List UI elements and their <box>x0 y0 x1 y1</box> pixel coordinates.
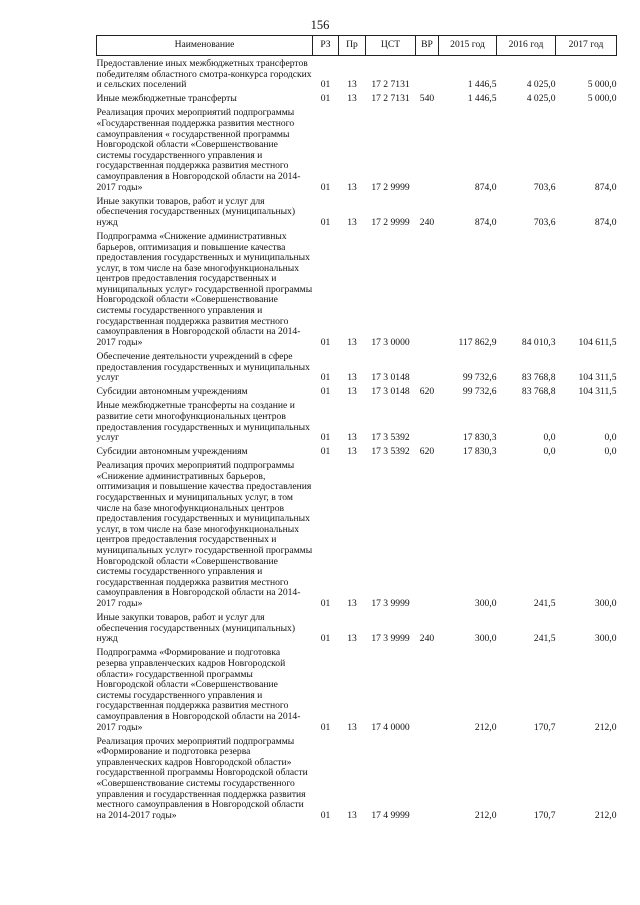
budget-table <box>96 35 617 823</box>
header-pr: Пр <box>339 36 366 56</box>
row-name: Иные межбюджетные трансферты на создание и развитие сети многофункциональных центров предоставления государственных и муниципальных услуг <box>96 400 310 444</box>
row-2016: 83 768,8 <box>521 386 556 398</box>
row-cst: 17 3 9999 <box>371 633 410 645</box>
row-2017: 104 311,5 <box>578 372 617 384</box>
row-cst: 17 2 9999 <box>371 216 410 228</box>
row-2015: 874,0 <box>474 181 497 193</box>
row-rz: 01 <box>320 372 331 384</box>
row-vr: 240 <box>419 216 435 228</box>
header-row <box>97 36 617 56</box>
row-pr: 13 <box>347 181 357 193</box>
row-name: Иные межбюджетные трансферты <box>96 93 237 105</box>
row-name: Субсидии автономным учреждениям <box>96 446 248 458</box>
row-pr: 13 <box>347 386 357 398</box>
row-2015: 99 732,6 <box>462 372 497 384</box>
row-2015: 1 446,5 <box>467 79 497 91</box>
row-2017: 0,0 <box>604 432 617 444</box>
row-2016: 170,7 <box>533 809 556 821</box>
table-row <box>97 230 617 350</box>
row-2017: 874,0 <box>594 216 617 228</box>
row-2015: 1 446,5 <box>467 93 497 105</box>
row-2017: 212,0 <box>594 809 617 821</box>
row-vr: 620 <box>419 386 435 398</box>
row-vr <box>416 647 439 735</box>
row-name: Субсидии автономным учреждениям <box>96 386 248 398</box>
table-row <box>97 647 617 735</box>
row-pr: 13 <box>347 336 357 348</box>
table-row <box>97 400 617 446</box>
header-2016: 2016 год <box>497 36 556 56</box>
row-name: Реализация прочих мероприятий подпрограммы «Снижение административных барьеров, оптимизация и повышение качества предоставления государственных и муниципальных услуг, в том числе на базе многофункциональных центров предоставления государственных и муниципальных услуг, в том числе на базе многофункциональных центров предоставления государственных и муниципальных услуг» государственной программы Новгородской области «Совершенствование системы государственного управления и государственная поддержка развития местного самоуправления в Новгородской области на 2014-2017 годы» <box>96 460 313 609</box>
table-row <box>97 195 617 230</box>
row-2016: 0,0 <box>543 446 556 458</box>
row-vr: 540 <box>419 93 435 105</box>
row-name: Подпрограмма «Формирование и подготовка резерва управленческих кадров Новгородской области» государственной программы Новгородской области «Совершенствование системы государственного управления и государственная поддержка развития местного самоуправления в Новгородской области на 2014-2017 годы» <box>96 647 301 733</box>
row-2015: 212,0 <box>474 721 497 733</box>
row-name: Реализация прочих мероприятий подпрограммы «Государственная поддержка развития местного самоуправления « государственной программы Новгородской области «Совершенствование системы государственного управления и государственная поддержка развития местного самоуправления в Новгородской области на 2014-2017 годы» <box>96 107 301 193</box>
row-name: Реализация прочих мероприятий подпрограммы «Формирование и подготовка резерва управленческих кадров Новгородской области» государственной программы Новгородской области «Совершенствование системы государственного управления и государственная поддержка развития местного самоуправления в Новгородской области на 2014-2017 годы» <box>96 735 308 821</box>
row-vr <box>416 350 439 385</box>
row-2017: 0,0 <box>604 446 617 458</box>
row-cst: 17 4 0000 <box>371 721 410 733</box>
row-pr: 13 <box>347 633 357 645</box>
row-pr: 13 <box>347 721 357 733</box>
row-pr: 13 <box>347 446 357 458</box>
table-row <box>97 350 617 385</box>
row-vr <box>416 735 439 823</box>
row-cst: 17 3 0000 <box>371 336 410 348</box>
row-rz: 01 <box>320 809 331 821</box>
row-rz: 01 <box>320 79 331 91</box>
row-2016: 241,5 <box>533 633 556 645</box>
row-2015: 874,0 <box>474 216 497 228</box>
row-2017: 212,0 <box>594 721 617 733</box>
row-cst: 17 3 0148 <box>371 386 410 398</box>
row-rz: 01 <box>320 721 331 733</box>
row-2015: 17 830,3 <box>462 432 497 444</box>
row-vr <box>416 400 439 446</box>
table-body <box>97 56 617 824</box>
row-2015: 300,0 <box>474 598 497 609</box>
row-pr: 13 <box>347 598 357 609</box>
row-2016: 4 025,0 <box>526 93 556 105</box>
row-name: Предоставление иных межбюджетных трансфертов победителям областного смотра-конкурса городских и сельских поселений <box>96 58 312 91</box>
row-2016: 241,5 <box>533 598 556 609</box>
row-rz: 01 <box>320 386 331 398</box>
row-pr: 13 <box>347 93 357 105</box>
table-row <box>97 460 617 612</box>
row-vr: 620 <box>419 446 435 458</box>
row-rz: 01 <box>320 633 331 645</box>
row-2017: 300,0 <box>594 633 617 645</box>
row-cst: 17 2 9999 <box>371 181 410 193</box>
row-rz: 01 <box>320 446 331 458</box>
table-row <box>97 93 617 107</box>
row-2017: 300,0 <box>594 598 617 609</box>
row-2017: 5 000,0 <box>587 79 617 91</box>
row-2017: 874,0 <box>594 181 617 193</box>
table-row <box>97 56 617 93</box>
header-rz: РЗ <box>313 36 339 56</box>
table-row <box>97 446 617 460</box>
row-name: Обеспечение деятельности учреждений в сфере предоставления государственных и муниципальных услуг <box>96 350 310 384</box>
table-row <box>97 107 617 195</box>
row-vr <box>416 460 439 612</box>
row-vr <box>416 107 439 195</box>
row-2017: 5 000,0 <box>587 93 617 105</box>
row-2015: 212,0 <box>474 809 497 821</box>
row-2016: 703,6 <box>533 216 556 228</box>
row-rz: 01 <box>320 432 331 444</box>
row-2015: 99 732,6 <box>462 386 497 398</box>
row-cst: 17 2 7131 <box>371 79 410 91</box>
table-row <box>97 612 617 647</box>
table-row <box>97 386 617 400</box>
table-row <box>97 735 617 823</box>
row-pr: 13 <box>347 432 357 444</box>
row-pr: 13 <box>347 372 357 384</box>
row-name: Иные закупки товаров, работ и услуг для обеспечения государственных (муниципальных) нужд <box>96 612 296 645</box>
page-number: 156 <box>310 18 330 32</box>
header-cst: ЦСТ <box>366 36 416 56</box>
row-2015: 17 830,3 <box>462 446 497 458</box>
row-2016: 84 010,3 <box>521 336 556 348</box>
row-rz: 01 <box>320 93 331 105</box>
row-cst: 17 2 7131 <box>371 93 410 105</box>
row-rz: 01 <box>320 216 331 228</box>
header-vr: ВР <box>416 36 439 56</box>
row-2015: 117 862,9 <box>458 336 497 348</box>
row-name: Подпрограмма «Снижение административных барьеров, оптимизация и повышение качества предоставления государственных и муниципальных услуг, в том числе на базе многофункциональных центров предоставления государственных и муниципальных услуг» государственной программы Новгородской области «Совершенствование системы государственного управления и государственная поддержка развития местного самоуправления в Новгородской области на 2014-2017 годы» <box>96 230 313 348</box>
row-cst: 17 3 9999 <box>371 598 410 609</box>
row-pr: 13 <box>347 809 357 821</box>
header-2015: 2015 год <box>439 36 497 56</box>
row-2016: 0,0 <box>543 432 556 444</box>
row-rz: 01 <box>320 598 331 609</box>
row-2016: 170,7 <box>533 721 556 733</box>
row-cst: 17 4 9999 <box>371 809 410 821</box>
table-header <box>97 36 617 56</box>
row-cst: 17 3 5392 <box>371 432 410 444</box>
row-2015: 300,0 <box>474 633 497 645</box>
row-rz: 01 <box>320 336 331 348</box>
row-2016: 703,6 <box>533 181 556 193</box>
row-2017: 104 311,5 <box>578 386 617 398</box>
row-pr: 13 <box>347 216 357 228</box>
header-name: Наименование <box>97 36 313 56</box>
row-cst: 17 3 0148 <box>371 372 410 384</box>
row-2016: 83 768,8 <box>521 372 556 384</box>
row-name: Иные закупки товаров, работ и услуг для обеспечения государственных (муниципальных) нужд <box>96 195 296 228</box>
row-pr: 13 <box>347 79 357 91</box>
row-vr: 240 <box>419 633 435 645</box>
row-vr <box>416 56 439 93</box>
row-rz: 01 <box>320 181 331 193</box>
row-2017: 104 611,5 <box>578 336 617 348</box>
header-2017: 2017 год <box>556 36 617 56</box>
row-2016: 4 025,0 <box>526 79 556 91</box>
row-cst: 17 3 5392 <box>371 446 410 458</box>
row-vr <box>416 230 439 350</box>
